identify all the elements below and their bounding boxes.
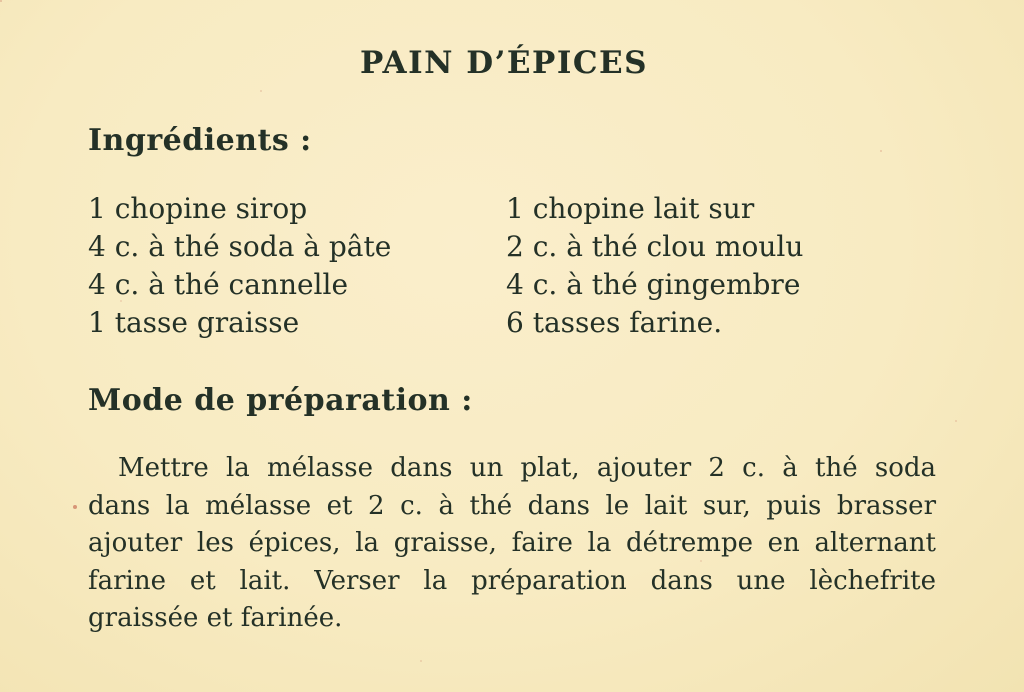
ingredient-item: 1 chopine sirop — [88, 192, 308, 225]
ingredients-column-right — [506, 190, 936, 342]
preparation-line: Mettre la mélasse dans un plat, ajouter 2 c. à thé soda — [118, 453, 936, 483]
ingredients-column-left — [88, 190, 506, 342]
ingredients-heading: Ingrédients : — [88, 123, 312, 158]
preparation-line: graissée et farinée. — [88, 603, 343, 633]
preparation-heading: Mode de préparation : — [88, 383, 473, 418]
preparation-line: ajouter les épices, la graisse, faire la détrempe en alternant — [88, 528, 936, 558]
ingredient-item: 6 tasses farine. — [506, 306, 723, 339]
ingredient-item: 4 c. à thé soda à pâte — [88, 230, 392, 263]
ingredients-columns — [88, 190, 936, 342]
ingredient-item: 1 tasse graisse — [88, 306, 300, 339]
preparation-line: farine et lait. Verser la préparation dans une lèchefrite — [88, 565, 936, 596]
ingredient-item: 4 c. à thé gingembre — [506, 268, 801, 301]
ingredient-item: 2 c. à thé clou moulu — [506, 230, 804, 263]
ingredient-item: 4 c. à thé cannelle — [88, 268, 349, 301]
recipe-title: PAIN D’ÉPICES — [359, 45, 649, 81]
preparation-line: dans la mélasse et 2 c. à thé dans le lait sur, puis brasser — [88, 490, 936, 521]
preparation-paragraph — [88, 450, 936, 638]
ingredient-item: 1 chopine lait sur — [506, 192, 755, 225]
